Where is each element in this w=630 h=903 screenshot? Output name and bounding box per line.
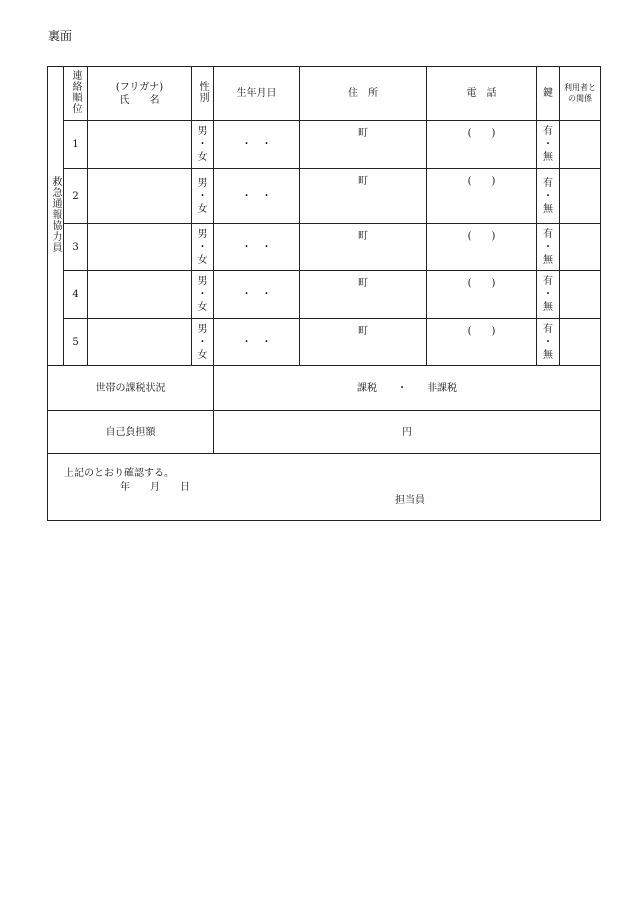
relation-field[interactable]: [560, 224, 601, 271]
phone-field[interactable]: ( ): [427, 169, 537, 224]
birthdate-field[interactable]: ・ ・: [214, 319, 300, 366]
header-row: [48, 67, 601, 121]
table-row: [48, 224, 601, 271]
tax-status-options[interactable]: 課税 ・ 非課税: [214, 366, 601, 411]
name-field[interactable]: [88, 224, 192, 271]
page-title: 裏面: [48, 29, 73, 43]
relation-field[interactable]: [560, 121, 601, 169]
phone-field[interactable]: ( ): [427, 121, 537, 169]
table-row: [48, 169, 601, 224]
tax-status-row: [48, 366, 601, 411]
order-cell: 5: [64, 319, 88, 366]
address-field[interactable]: 町: [300, 169, 427, 224]
key-cell[interactable]: 有 ・ 無: [537, 121, 560, 169]
confirm-text: 上記のとおり確認する。: [64, 468, 174, 479]
name-field[interactable]: [88, 271, 192, 319]
birthdate-field[interactable]: ・ ・: [214, 121, 300, 169]
header-order: 連絡順位: [64, 67, 88, 121]
burden-row: [48, 411, 601, 454]
key-cell[interactable]: 有 ・ 無: [537, 319, 560, 366]
table-row: [48, 121, 601, 169]
relation-field[interactable]: [560, 271, 601, 319]
birthdate-field[interactable]: ・ ・: [214, 224, 300, 271]
header-name-label: 氏 名: [119, 94, 160, 106]
header-birthdate: 生年月日: [214, 67, 300, 121]
side-label: 救急通報協力員: [50, 175, 61, 253]
key-cell[interactable]: 有 ・ 無: [537, 224, 560, 271]
order-cell: 1: [64, 121, 88, 169]
phone-field[interactable]: ( ): [427, 271, 537, 319]
header-gender: 性別: [192, 67, 214, 121]
key-cell[interactable]: 有 ・ 無: [537, 169, 560, 224]
order-cell: 2: [64, 169, 88, 224]
birthdate-field[interactable]: ・ ・: [214, 271, 300, 319]
name-field[interactable]: [88, 169, 192, 224]
gender-cell[interactable]: 男 ・ 女: [192, 224, 214, 271]
confirm-date: 年 月 日: [120, 482, 190, 493]
emergency-contact-form: [47, 66, 601, 521]
phone-field[interactable]: ( ): [427, 319, 537, 366]
burden-amount-field[interactable]: 円: [214, 411, 601, 454]
confirmation-section: [48, 454, 601, 521]
table-row: [48, 271, 601, 319]
address-field[interactable]: 町: [300, 319, 427, 366]
birthdate-field[interactable]: ・ ・: [214, 169, 300, 224]
order-cell: 4: [64, 271, 88, 319]
burden-label: 自己負担額: [48, 411, 214, 454]
gender-cell[interactable]: 男 ・ 女: [192, 271, 214, 319]
phone-field[interactable]: ( ): [427, 224, 537, 271]
header-key: 鍵: [537, 67, 560, 121]
header-name-kana: (フリガナ): [115, 81, 164, 93]
name-field[interactable]: [88, 319, 192, 366]
address-field[interactable]: 町: [300, 121, 427, 169]
order-cell: 3: [64, 224, 88, 271]
relation-field[interactable]: [560, 169, 601, 224]
header-phone: 電 話: [427, 67, 537, 121]
confirm-row: [48, 454, 601, 521]
name-field[interactable]: [88, 121, 192, 169]
header-name: [88, 67, 192, 121]
tax-status-label: 世帯の課税状況: [48, 366, 214, 411]
gender-cell[interactable]: 男 ・ 女: [192, 169, 214, 224]
table-row: [48, 319, 601, 366]
side-label-cell: [48, 67, 64, 366]
gender-cell[interactable]: 男 ・ 女: [192, 121, 214, 169]
address-field[interactable]: 町: [300, 224, 427, 271]
gender-cell[interactable]: 男 ・ 女: [192, 319, 214, 366]
header-relation: 利用者との関係: [560, 67, 601, 121]
header-address: 住 所: [300, 67, 427, 121]
relation-field[interactable]: [560, 319, 601, 366]
address-field[interactable]: 町: [300, 271, 427, 319]
staff-label: 担当員: [395, 495, 425, 506]
key-cell[interactable]: 有 ・ 無: [537, 271, 560, 319]
